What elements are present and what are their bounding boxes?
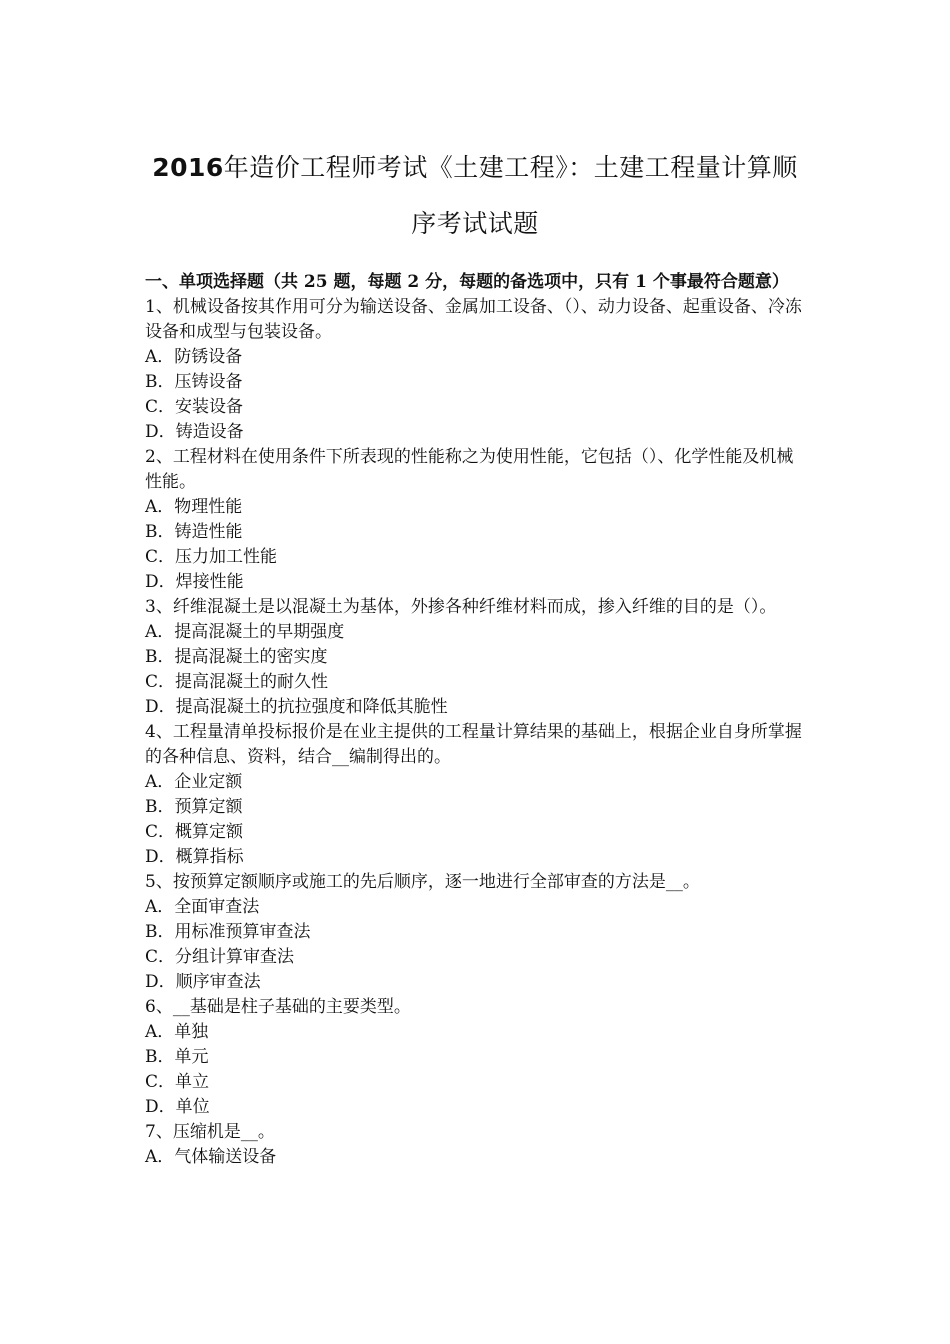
question-stem: 1、机械设备按其作用可分为输送设备、金属加工设备、（）、动力设备、起重设备、冷冻设备和成型与包装设备。 [145, 297, 802, 342]
answer-option: B．铸造性能 [145, 522, 243, 542]
document-body [145, 270, 810, 1170]
answer-option: C．分组计算审查法 [145, 947, 295, 967]
question-stem: 3、纤维混凝土是以混凝土为基体，外掺各种纤维材料而成，掺入纤维的目的是（）。 [145, 597, 777, 617]
title-line-1 [110, 140, 840, 196]
answer-option: C．概算定额 [145, 822, 244, 842]
answer-option: B．提高混凝土的密实度 [145, 647, 328, 667]
answer-option: C．安装设备 [145, 397, 244, 417]
answer-option: B．压铸设备 [145, 372, 243, 392]
answer-option: B．预算定额 [145, 797, 243, 817]
answer-option: B．用标准预算审查法 [145, 922, 311, 942]
section-heading: 一、单项选择题（共 25 题，每题 2 分，每题的备选项中，只有 1 个事最符合题意） [145, 272, 789, 292]
document-title [110, 140, 840, 252]
answer-option: D．铸造设备 [145, 422, 244, 442]
title-year: 2016 [152, 153, 224, 182]
answer-option: D．单位 [145, 1097, 210, 1117]
answer-option: A．提高混凝土的早期强度 [145, 622, 345, 642]
question-stem: 5、按预算定额顺序或施工的先后顺序，逐一地进行全部审查的方法是__。 [145, 872, 700, 892]
question-stem: 2、工程材料在使用条件下所表现的性能称之为使用性能，它包括（）、化学性能及机械性能。 [145, 447, 794, 492]
answer-option: A．物理性能 [145, 497, 243, 517]
answer-option: B．单元 [145, 1047, 209, 1067]
answer-option: D．顺序审查法 [145, 972, 261, 992]
answer-option: C．压力加工性能 [145, 547, 278, 567]
title-line-2: 序考试试题 [411, 209, 539, 238]
answer-option: A．防锈设备 [145, 347, 243, 367]
answer-option: A．单独 [145, 1022, 209, 1042]
answer-option: C．提高混凝土的耐久性 [145, 672, 329, 692]
answer-option: D．焊接性能 [145, 572, 244, 592]
question-stem: 4、工程量清单投标报价是在业主提供的工程量计算结果的基础上，根据企业自身所掌握的各种信息、资料，结合__编制得出的。 [145, 722, 802, 767]
answer-option: D．提高混凝土的抗拉强度和降低其脆性 [145, 697, 448, 717]
answer-option: A．企业定额 [145, 772, 243, 792]
answer-option: C．单立 [145, 1072, 210, 1092]
title-line-1-text: 年造价工程师考试《土建工程》：土建工程量计算顺 [223, 153, 798, 182]
answer-option: A．气体输送设备 [145, 1147, 277, 1167]
question-stem: 7、压缩机是__。 [145, 1122, 275, 1142]
answer-option: D．概算指标 [145, 847, 244, 867]
question-stem: 6、__基础是柱子基础的主要类型。 [145, 997, 411, 1017]
answer-option: A．全面审查法 [145, 897, 260, 917]
